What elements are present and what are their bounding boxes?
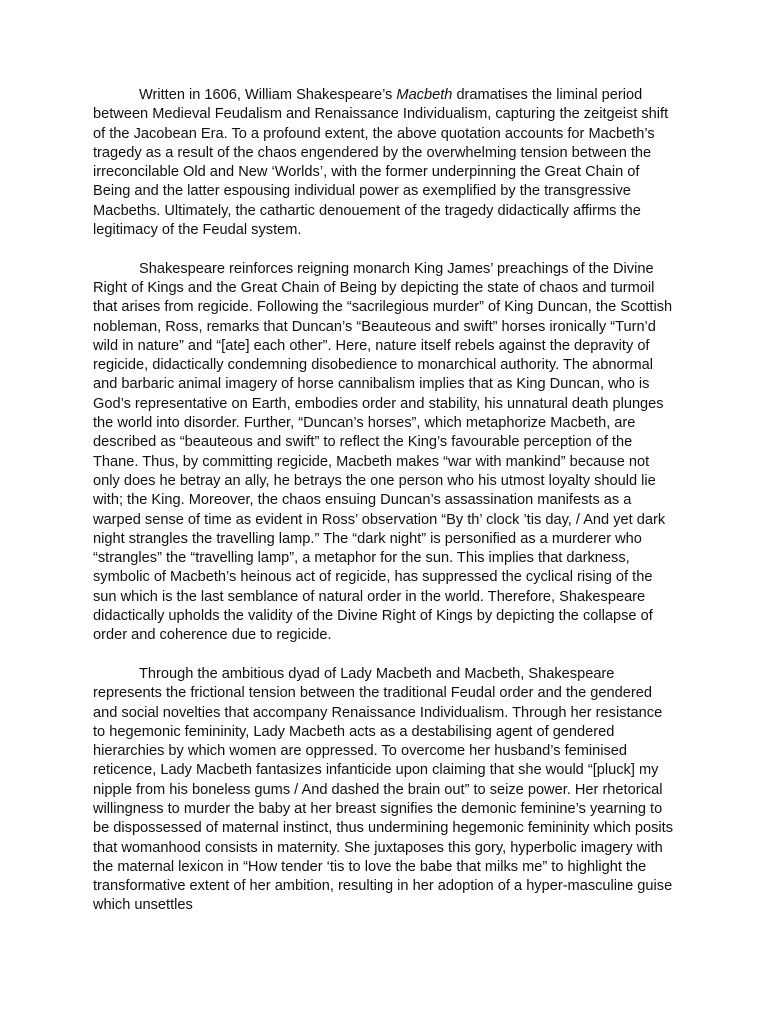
paragraph-intro — [93, 86, 673, 240]
essay-body — [93, 86, 673, 916]
paragraph-intro-lead: Written in 1606, William Shakespeare’s — [139, 87, 397, 103]
paragraph-intro-rest: dramatises the liminal period between Medieval Feudalism and Renaissance Individualism, capturing the zeitgeist shift of the Jacobean Era. To a profound extent, the above quotation accounts for Macbeth’s tragedy as a result of the chaos engendered by the overwhelming tension between the irreconcilable Old and New ‘Worlds’, with the former underpinning the Great Chain of Being and the latter espousing individual power as exemplified by the transgressive Macbeths. Ultimately, the cathartic denouement of the tragedy didactically affirms the legitimacy of the Feudal system. — [93, 87, 669, 239]
paragraph-regicide: Shakespeare reinforces reigning monarch King James’ preachings of the Divine Right of Kings and the Great Chain of Being by depicting the state of chaos and turmoil that arises from regicide. Following the “sacrilegious murder” of King Duncan, the Scottish nobleman, Ross, remarks that Duncan’s “Beauteous and swift” horses ironically “Turn’d wild in nature” and “[ate] each other”. Here, nature itself rebels against the depravity of regicide, didactically condemning disobedience to monarchical authority. The abnormal and barbaric animal imagery of horse cannibalism implies that as King Duncan, who is God’s representative on Earth, embodies order and stability, his unnatural death plunges the world into disorder. Further, “Duncan’s horses”, which metaphorize Macbeth, are described as “beauteous and swift” to reflect the King’s favourable perception of the Thane. Thus, by committing regicide, Macbeth makes “war with mankind” because not only does he betray an ally, he betrays the one person who his utmost loyalty should lie with; the King. Moreover, the chaos ensuing Duncan’s assassination manifests as a warped sense of time as evident in Ross’ observation “By th’ clock ’tis day, / And yet dark night strangles the travelling lamp.” The “dark night” is personified as a murderer who “strangles” the “travelling lamp”, a metaphor for the sun. This implies that darkness, symbolic of Macbeth’s heinous act of regicide, has suppressed the cyclical rising of the sun which is the last semblance of natural order in the world. Therefore, Shakespeare didactically upholds the validity of the Divine Right of Kings by depicting the collapse of order and coherence due to regicide. — [93, 260, 673, 644]
play-title: Macbeth — [396, 87, 453, 103]
paragraph-lady-macbeth: Through the ambitious dyad of Lady Macbeth and Macbeth, Shakespeare represents the frictional tension between the traditional Feudal order and the gendered and social novelties that accompany Renaissance Individualism. Through her resistance to hegemonic femininity, Lady Macbeth acts as a destabilising agent of gendered hierarchies by which women are oppressed. To overcome her husband’s feminised reticence, Lady Macbeth fantasizes infanticide upon claiming that she would “[pluck] my nipple from his boneless gums / And dashed the brain out” to seize power. Her rhetorical willingness to murder the baby at her breast signifies the demonic feminine’s yearning to be dispossessed of maternal instinct, thus undermining hegemonic femininity which posits that womanhood consists in maternity. She juxtaposes this gory, hyperbolic imagery with the maternal lexicon in “How tender ‘tis to love the babe that milks me” to highlight the transformative extent of her ambition, resulting in her adoption of a hyper-masculine guise which unsettles — [93, 665, 673, 914]
